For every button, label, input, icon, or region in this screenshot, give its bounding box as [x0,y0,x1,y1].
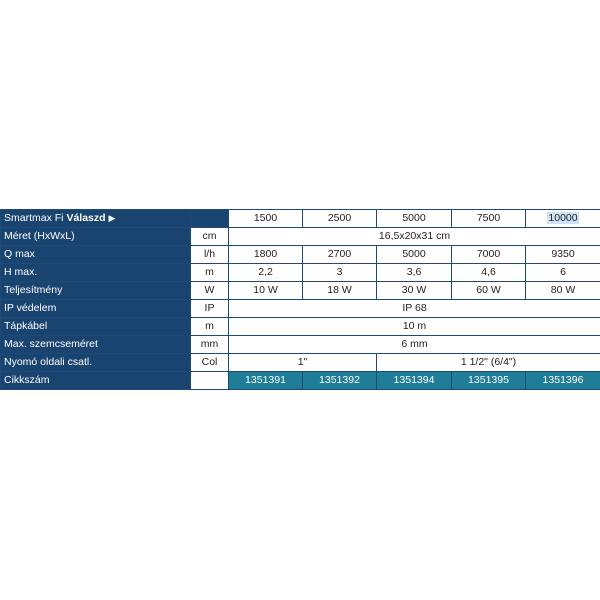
model-label: 1500 [253,212,278,224]
model-2500[interactable] [303,210,377,228]
row-hmax [1,264,600,282]
row-cable [1,318,600,336]
row-qmax [1,246,600,264]
row-label: Tápkábel [1,318,191,336]
row-unit: IP [191,300,229,318]
article-number: 1351395 [452,372,526,390]
model-10000[interactable] [526,210,600,228]
row-label: Cikkszám [1,372,191,390]
article-number: 1351394 [377,372,452,390]
row-article-number [1,372,600,390]
row-merged-value: IP 68 [229,300,600,318]
arrow-right-icon[interactable]: ▶ [108,213,116,223]
row-unit: Col [191,354,229,372]
row-unit [191,372,229,390]
model-label: 5000 [402,212,426,224]
row-unit: W [191,282,229,300]
article-number: 1351396 [526,372,600,390]
row-outlet [1,354,600,372]
product-name: Smartmax Fi [4,212,64,224]
row-label: Méret (HxWxL) [1,228,191,246]
row-value: 4,6 [452,264,526,282]
row-size [1,228,600,246]
row-value: 5000 [377,246,452,264]
row-split-value: 1" [229,354,377,372]
product-name-cell [1,210,191,228]
row-value: 2,2 [229,264,303,282]
row-value: 3,6 [377,264,452,282]
model-1500[interactable] [229,210,303,228]
row-label: H max. [1,264,191,282]
row-merged-value: 10 m [229,318,600,336]
row-grain [1,336,600,354]
row-value: 2700 [303,246,377,264]
row-unit: m [191,318,229,336]
article-number: 1351392 [303,372,377,390]
model-5000[interactable] [377,210,452,228]
model-label: 7500 [476,212,501,224]
row-unit: l/h [191,246,229,264]
row-value: 7000 [452,246,526,264]
row-label: Q max [1,246,191,264]
model-label: 2500 [327,212,352,224]
row-label: Teljesítmény [1,282,191,300]
model-7500[interactable] [452,210,526,228]
choose-label[interactable]: Válaszd [66,212,106,224]
row-value: 80 W [526,282,600,300]
row-ip [1,300,600,318]
row-unit: cm [191,228,229,246]
row-label: Max. szemcseméret [1,336,191,354]
row-value: 1800 [229,246,303,264]
row-power [1,282,600,300]
model-label: 10000 [548,212,578,224]
row-label: IP védelem [1,300,191,318]
row-merged-value: 16,5x20x31 cm [229,228,600,246]
spec-table [0,209,600,390]
row-value: 18 W [303,282,377,300]
row-value: 9350 [526,246,600,264]
row-unit: mm [191,336,229,354]
row-value: 60 W [452,282,526,300]
row-value: 6 [526,264,600,282]
header-row [1,210,600,228]
row-unit: m [191,264,229,282]
article-number: 1351391 [229,372,303,390]
row-value: 10 W [229,282,303,300]
row-label: Nyomó oldali csatl. [1,354,191,372]
row-value: 3 [303,264,377,282]
row-value: 30 W [377,282,452,300]
row-split-value: 1 1/2" (6/4") [377,354,600,372]
row-merged-value: 6 mm [229,336,600,354]
header-unit-cell [191,210,229,228]
